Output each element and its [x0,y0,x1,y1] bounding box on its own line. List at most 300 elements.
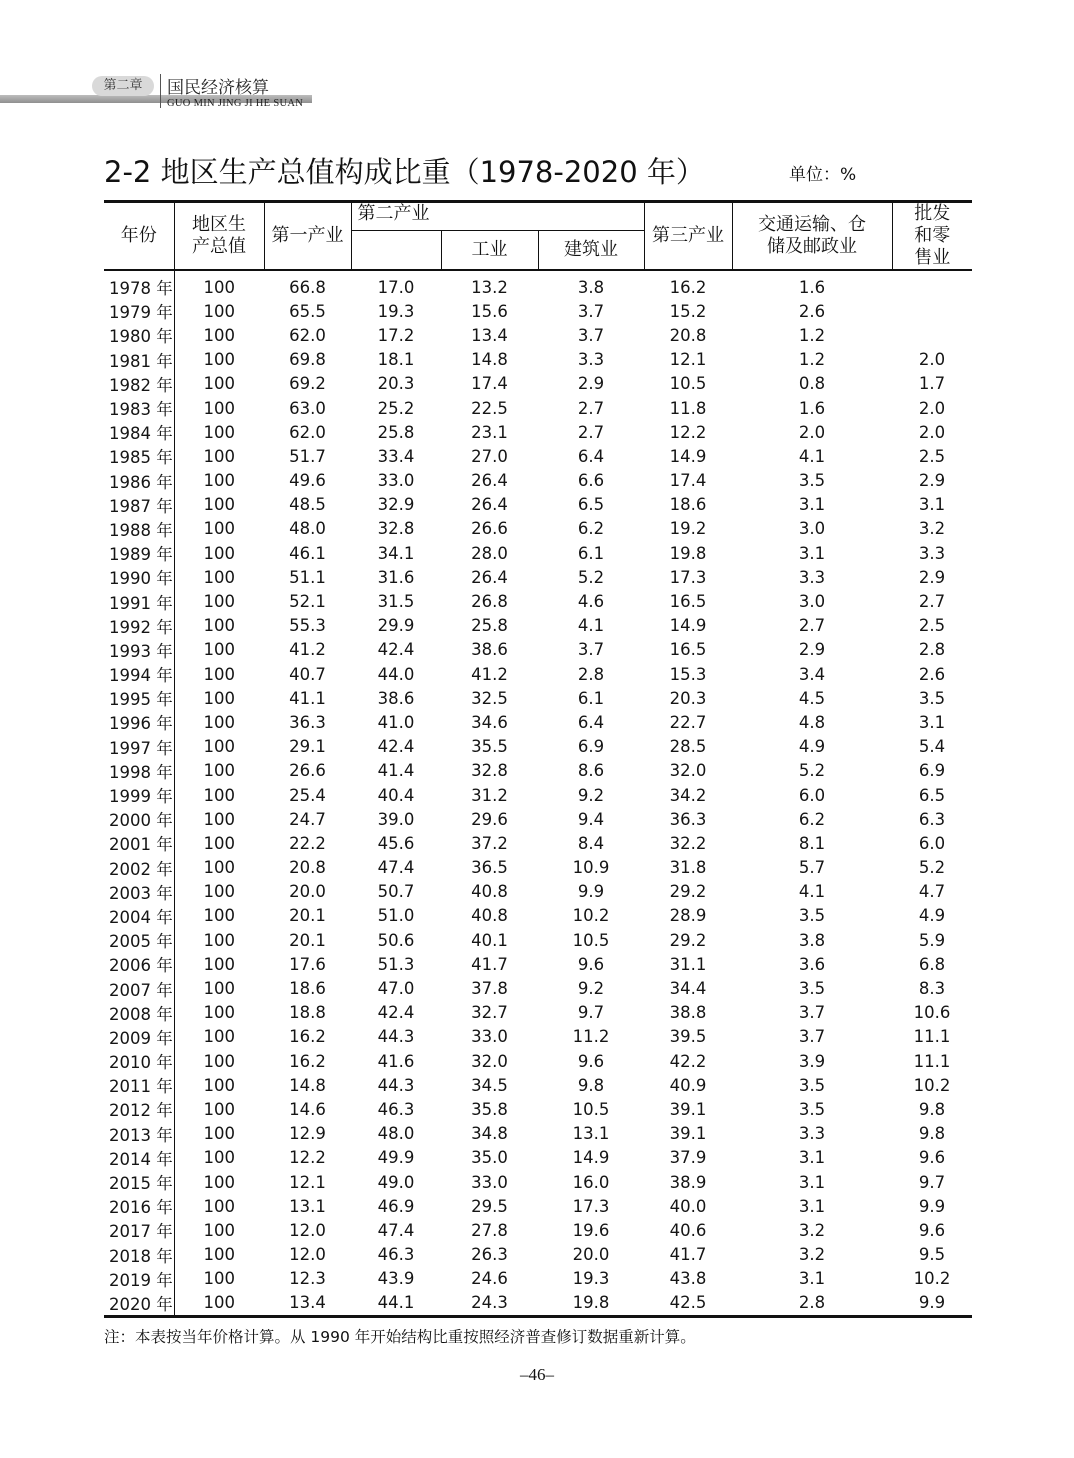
table-cell: 6.2 [798,809,826,829]
row-year-cell: 1989 年 [104,541,174,565]
table-cell: 31.6 [377,567,415,587]
table-cell: 100 [203,1051,235,1071]
table-cell: 3.7 [798,1027,826,1047]
table-row [104,976,972,1000]
table-cell: 28.5 [669,737,707,757]
table-cell: 39.5 [669,1027,707,1047]
table-cell: 100 [203,350,235,370]
table-cell: 13.4 [289,1293,326,1313]
table-cell: 33.0 [471,1027,508,1047]
table-cell: 4.7 [918,882,946,902]
table-cell: 25.4 [289,785,326,805]
row-year-cell: 2004 年 [104,904,174,928]
table-cell: 9.6 [577,954,605,974]
table-cell: 18.6 [669,495,707,515]
table-cell: 9.6 [918,1220,946,1240]
row-year-cell: 1996 年 [104,710,174,734]
table-cell: 14.8 [471,350,508,370]
row-year-cell: 2014 年 [104,1146,174,1170]
table-cell: 6.1 [577,688,605,708]
table-cell: 34.8 [471,1124,508,1144]
table-cell: 34.5 [471,1075,508,1095]
table-cell: 4.6 [577,592,605,612]
page-number: –46– [520,1365,554,1384]
table-row [104,735,972,759]
table-cell: 17.0 [377,277,415,297]
table-cell: 32.5 [471,688,508,708]
table-cell: 3.5 [798,979,826,999]
row-year-cell: 2019 年 [104,1267,174,1291]
table-cell: 32.2 [669,833,707,853]
table-cell: 34.1 [377,543,415,563]
table-cell: 9.7 [577,1003,605,1023]
row-year-cell: 2000 年 [104,807,174,831]
table-cell: 39.1 [669,1099,707,1119]
table-cell: 29.2 [669,930,707,950]
table-cell: 22.5 [471,398,508,418]
table-cell: 35.8 [471,1099,508,1119]
table-cell: 6.9 [918,761,946,781]
table-cell: 63.0 [289,398,326,418]
table-cell: 24.3 [471,1293,508,1313]
row-year-cell: 2002 年 [104,856,174,880]
table-cell: 40.8 [471,882,508,902]
table-row [104,638,972,662]
table-cell: 47.0 [377,979,415,999]
table-cell: 27.0 [471,446,508,466]
table-cell: 100 [203,1293,235,1313]
row-year-cell: 1986 年 [104,469,174,493]
table-cell: 6.6 [577,471,605,491]
row-year-cell: 1998 年 [104,759,174,783]
table-cell: 18.6 [289,979,326,999]
table-cell: 3.5 [798,1075,826,1095]
row-year-cell: 2007 年 [104,976,174,1000]
row-year-cell: 1995 年 [104,686,174,710]
table-cell: 26.4 [471,567,508,587]
table-cell: 100 [203,1269,235,1289]
table-cell: 49.6 [289,471,326,491]
row-year-cell: 1981 年 [104,348,174,372]
table-cell: 14.9 [572,1148,610,1168]
table-cell: 55.3 [289,616,326,636]
table-cell: 6.1 [577,543,605,563]
table-cell: 20.8 [669,325,707,345]
table-cell: 3.5 [918,688,946,708]
table-row [104,589,972,613]
table-cell: 46.1 [289,543,326,563]
table-cell: 40.6 [669,1220,707,1240]
col-header-primary: 第一产业 [264,202,351,271]
table-cell: 33.0 [471,1172,508,1192]
col-header-gdp: 地区生产总值 [174,202,264,271]
table-cell: 3.7 [577,301,605,321]
chapter-badge: 第二章 [92,76,154,96]
table-cell: 22.2 [289,833,326,853]
table-cell: 20.0 [289,882,326,902]
table-cell: 44.1 [377,1293,415,1313]
table-cell: 13.1 [572,1124,610,1144]
table-cell: 100 [203,301,235,321]
table-cell: 100 [203,592,235,612]
table-cell: 28.9 [669,906,707,926]
table-cell: 100 [203,1003,235,1023]
row-year-cell: 2003 年 [104,880,174,904]
row-year-cell: 2018 年 [104,1243,174,1267]
table-cell: 26.4 [471,471,508,491]
table-cell: 14.9 [669,446,707,466]
table-cell: 44.3 [377,1027,415,1047]
row-year-cell: 1982 年 [104,372,174,396]
table-cell: 3.3 [577,350,605,370]
table-cell: 3.1 [798,1148,826,1168]
row-year-cell: 2010 年 [104,1049,174,1073]
table-cell: 4.9 [918,906,946,926]
table-cell: 13.4 [471,325,508,345]
table-row [104,1194,972,1218]
table-cell: 48.0 [377,1124,415,1144]
table-cell: 34.2 [669,785,707,805]
table-cell: 32.0 [471,1051,508,1071]
row-year-cell: 1991 年 [104,589,174,613]
table-cell: 32.0 [669,761,707,781]
table-cell: 100 [203,616,235,636]
table-row [104,1146,972,1170]
table-cell: 36.5 [471,858,508,878]
table-cell: 100 [203,882,235,902]
table-row [104,614,972,638]
table-cell: 51.0 [377,906,415,926]
table-cell: 26.6 [471,519,508,539]
table-cell: 69.8 [289,350,326,370]
table-cell: 4.9 [798,737,826,757]
table-cell: 100 [203,1196,235,1216]
table-row [104,1267,972,1291]
table-cell: 62.0 [289,325,326,345]
table-cell: 100 [203,640,235,660]
table-cell: 3.8 [577,277,605,297]
table-cell: 100 [203,688,235,708]
table-cell: 2.7 [577,422,605,442]
table-cell: 36.3 [669,809,707,829]
table-cell: 12.1 [669,350,707,370]
table-cell: 40.0 [669,1196,707,1216]
table-cell: 100 [203,1245,235,1265]
table-cell: 3.2 [798,1220,826,1240]
row-year-cell: 2008 年 [104,1001,174,1025]
table-row [104,662,972,686]
table-cell: 49.0 [377,1172,415,1192]
table-cell: 36.3 [289,712,326,732]
table-cell: 13.2 [471,277,508,297]
table-cell: 100 [203,325,235,345]
table-row [104,710,972,734]
table-cell: 39.0 [377,809,415,829]
table-cell: 26.3 [471,1245,508,1265]
table-cell: 100 [203,495,235,515]
table-cell: 100 [203,519,235,539]
table-cell: 2.0 [918,422,946,442]
data-table [104,200,972,1318]
table-row [104,1049,972,1073]
table-cell: 3.1 [798,495,826,515]
table-cell: 100 [203,471,235,491]
table-cell: 3.7 [798,1003,826,1023]
table-cell: 41.7 [471,954,508,974]
table-cell: 20.0 [572,1245,610,1265]
table-cell: 41.1 [289,688,326,708]
table-cell: 42.5 [669,1293,707,1313]
table-cell: 31.1 [669,954,707,974]
table-cell: 16.5 [669,592,707,612]
row-year-cell: 2009 年 [104,1025,174,1049]
row-year-cell: 1984 年 [104,420,174,444]
row-year-cell: 1997 年 [104,735,174,759]
table-row [104,1001,972,1025]
table-row [104,396,972,420]
table-cell: 51.7 [289,446,326,466]
table-row [104,880,972,904]
table-cell: 18.1 [377,350,415,370]
table-cell: 4.5 [798,688,826,708]
row-year-cell: 1980 年 [104,323,174,347]
table-row [104,904,972,928]
table-cell: 100 [203,979,235,999]
table-row [104,299,972,323]
table-cell: 3.6 [798,954,826,974]
row-year-cell: 2013 年 [104,1122,174,1146]
table-cell: 12.0 [289,1220,326,1240]
row-year-cell: 2020 年 [104,1291,174,1317]
table-cell: 11.2 [572,1027,610,1047]
table-cell: 2.9 [918,471,946,491]
table-cell: 11.1 [913,1027,951,1047]
table-cell: 14.6 [289,1099,326,1119]
table-cell: 46.3 [377,1245,415,1265]
row-year-cell: 2016 年 [104,1194,174,1218]
table-cell: 23.1 [471,422,508,442]
table-cell: 41.2 [471,664,508,684]
table-title: 2-2 地区生产总值构成比重（1978-2020 年） [104,155,705,189]
table-cell: 40.8 [471,906,508,926]
table-cell: 1.2 [798,350,826,370]
table-cell: 100 [203,737,235,757]
table-cell: 18.8 [289,1003,326,1023]
table-cell [892,323,972,347]
table-cell: 5.7 [798,858,826,878]
table-cell: 6.4 [577,712,605,732]
table-cell: 100 [203,664,235,684]
table-cell: 19.2 [669,519,707,539]
row-year-cell: 2017 年 [104,1218,174,1242]
table-cell: 43.8 [669,1269,707,1289]
header-separator [160,74,161,108]
table-cell: 1.6 [798,398,826,418]
table-cell: 3.7 [577,325,605,345]
table-cell: 40.9 [669,1075,707,1095]
row-year-cell: 1987 年 [104,493,174,517]
table-cell: 38.6 [377,688,415,708]
table-row [104,493,972,517]
table-cell: 37.9 [669,1148,707,1168]
table-cell: 8.6 [577,761,605,781]
table-cell: 6.5 [577,495,605,515]
col-header-year: 年份 [104,202,174,271]
table-cell: 100 [203,1027,235,1047]
table-row [104,807,972,831]
table-cell: 100 [203,1148,235,1168]
table-cell: 9.6 [918,1148,946,1168]
table-cell: 9.2 [577,979,605,999]
table-cell: 29.2 [669,882,707,902]
table-cell: 9.9 [918,1293,946,1313]
table-row [104,517,972,541]
table-cell: 5.2 [918,858,946,878]
table-row [104,444,972,468]
table-cell: 14.8 [289,1075,326,1095]
table-cell: 26.8 [471,592,508,612]
table-cell: 10.9 [572,858,610,878]
table-cell: 100 [203,809,235,829]
row-year-cell: 2005 年 [104,928,174,952]
table-cell: 32.7 [471,1003,508,1023]
table-row [104,1025,972,1049]
table-cell: 2.0 [798,422,826,442]
table-cell: 48.5 [289,495,326,515]
table-cell: 20.3 [377,374,415,394]
table-cell: 15.3 [669,664,707,684]
table-cell: 38.8 [669,1003,707,1023]
table-cell: 47.4 [377,858,415,878]
table-cell: 46.9 [377,1196,415,1216]
table-row [104,270,972,299]
table-cell: 35.5 [471,737,508,757]
table-row [104,1122,972,1146]
table-cell: 26.4 [471,495,508,515]
table-cell: 11.8 [669,398,707,418]
section-title: 国民经济核算 [167,78,269,98]
table-cell: 100 [203,833,235,853]
row-year-cell: 2015 年 [104,1170,174,1194]
table-cell: 44.3 [377,1075,415,1095]
table-cell: 38.6 [471,640,508,660]
col-header-industry: 工业 [441,230,538,270]
table-cell: 14.9 [669,616,707,636]
table-row [104,1097,972,1121]
table-cell: 25.8 [377,422,415,442]
table-cell: 3.3 [918,543,946,563]
table-cell: 12.1 [289,1172,326,1192]
table-row [104,783,972,807]
table-cell: 46.3 [377,1099,415,1119]
table-cell: 3.5 [798,1099,826,1119]
table-row [104,469,972,493]
table-cell: 1.6 [798,277,826,297]
table-cell: 100 [203,1099,235,1119]
table-cell: 6.5 [918,785,946,805]
col-header-wholesale: 批发和零售业 [892,202,972,271]
table-cell: 16.2 [289,1051,326,1071]
table-cell: 12.2 [289,1148,326,1168]
table-row [104,420,972,444]
table-cell: 3.8 [798,930,826,950]
table-cell: 100 [203,954,235,974]
table-note: 注：本表按当年价格计算。从 1990 年开始结构比重按照经济普查修订数据重新计算。 [104,1328,696,1346]
table-cell: 32.8 [377,519,415,539]
table-row [104,348,972,372]
table-row [104,952,972,976]
table-cell: 15.2 [669,301,707,321]
table-cell: 9.8 [577,1075,605,1095]
table-cell: 100 [203,446,235,466]
table-cell: 8.4 [577,833,605,853]
table-cell: 17.2 [377,325,415,345]
table-cell: 2.9 [577,374,605,394]
table-cell: 9.7 [918,1172,946,1192]
table-cell: 31.8 [669,858,707,878]
table-cell: 33.4 [377,446,415,466]
col-header-tertiary: 第三产业 [644,202,732,271]
table-row [104,1243,972,1267]
table-cell: 8.3 [918,979,946,999]
table-cell: 100 [203,277,235,297]
table-cell: 2.5 [918,616,946,636]
table-cell: 16.2 [669,277,707,297]
table-cell: 43.9 [377,1269,415,1289]
table-cell: 29.5 [471,1196,508,1216]
row-year-cell: 2011 年 [104,1073,174,1097]
table-cell: 50.6 [377,930,415,950]
table-cell [892,299,972,323]
table-cell: 5.2 [798,761,826,781]
table-cell: 1.7 [918,374,946,394]
table-cell: 29.6 [471,809,508,829]
table-row [104,323,972,347]
row-year-cell: 1988 年 [104,517,174,541]
table-cell: 65.5 [289,301,326,321]
table-cell: 10.5 [572,930,610,950]
row-year-cell: 1990 年 [104,565,174,589]
table-row [104,686,972,710]
table-cell: 41.6 [377,1051,415,1071]
table-cell: 37.8 [471,979,508,999]
table-cell: 1.2 [798,325,826,345]
table-cell: 10.6 [913,1003,951,1023]
table-cell: 6.2 [577,519,605,539]
table-cell: 40.1 [471,930,508,950]
table-cell: 10.5 [572,1099,610,1119]
table-cell: 9.8 [918,1124,946,1144]
table-cell: 2.6 [798,301,826,321]
table-cell: 44.0 [377,664,415,684]
table-cell: 4.1 [798,882,826,902]
table-cell: 12.0 [289,1245,326,1265]
table-cell: 12.2 [669,422,707,442]
table-cell: 3.2 [918,519,946,539]
row-year-cell: 2001 年 [104,831,174,855]
table-cell: 3.9 [798,1051,826,1071]
table-cell: 100 [203,1220,235,1240]
table-cell: 69.2 [289,374,326,394]
table-cell: 10.5 [669,374,707,394]
col-header-construction: 建筑业 [538,230,644,270]
table-row [104,831,972,855]
table-cell [892,270,972,299]
table-cell: 27.8 [471,1220,508,1240]
table-cell: 41.2 [289,640,326,660]
table-cell: 12.3 [289,1269,326,1289]
table-cell: 51.1 [289,567,326,587]
